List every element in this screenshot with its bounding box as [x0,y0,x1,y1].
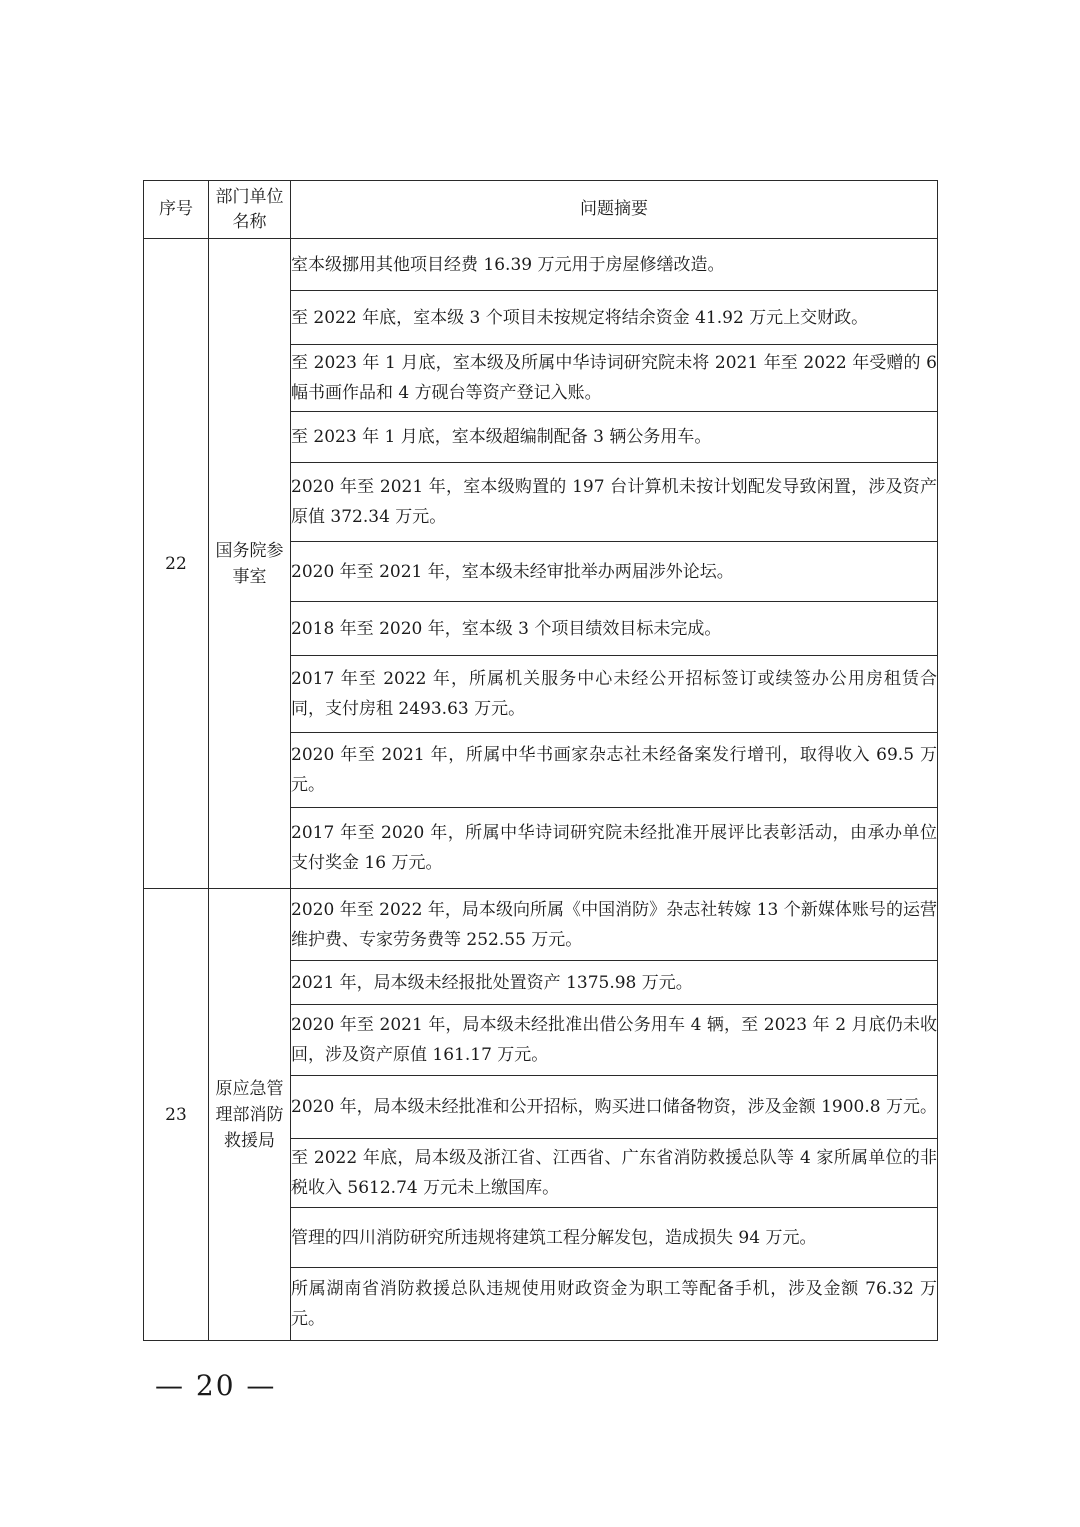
issue-cell: 所属湖南省消防救援总队违规使用财政资金为职工等配备手机，涉及金额 76.32 万元。 [291,1268,938,1341]
table-row [144,889,938,961]
issue-cell: 2020 年至 2021 年，局本级未经批准出借公务用车 4 辆，至 2023 年 2 月底仍未收回，涉及资产原值 161.17 万元。 [291,1005,938,1076]
dept-line: 原应急管 [215,1078,284,1099]
dept-line: 国务院参 [215,540,284,561]
table-header-row [144,181,938,239]
issue-cell: 2018 年至 2020 年，室本级 3 个项目绩效目标未完成。 [291,602,938,656]
dept-name-22 [209,239,291,889]
header-dept [209,181,291,239]
issue-cell: 2017 年至 2020 年，所属中华诗词研究院未经批准开展评比表彰活动，由承办单位支付奖金 16 万元。 [291,808,938,889]
issue-cell: 2020 年，局本级未经批准和公开招标，购买进口储备物资，涉及金额 1900.8 万元。 [291,1076,938,1139]
issue-cell: 2020 年至 2021 年，所属中华书画家杂志社未经备案发行增刊，取得收入 69.5 万元。 [291,733,938,808]
issue-cell: 2017 年至 2022 年，所属机关服务中心未经公开招标签订或续签办公用房租赁合同，支付房租 2493.63 万元。 [291,656,938,733]
dept-name-23 [209,889,291,1341]
header-index: 序号 [144,181,209,239]
table-row [144,239,938,291]
header-summary: 问题摘要 [291,181,938,239]
page-number: — 20 — [155,1369,277,1402]
dept-line: 救援局 [224,1130,275,1151]
issue-cell: 2020 年至 2021 年，室本级未经审批举办两届涉外论坛。 [291,542,938,602]
issue-cell: 至 2023 年 1 月底，室本级超编制配备 3 辆公务用车。 [291,412,938,463]
header-dept-line2: 名称 [232,211,267,232]
issue-cell: 至 2022 年底，室本级 3 个项目未按规定将结余资金 41.92 万元上交财政。 [291,291,938,345]
issue-cell: 2020 年至 2022 年，局本级向所属《中国消防》杂志社转嫁 13 个新媒体账号的运营维护费、专家劳务费等 252.55 万元。 [291,889,938,961]
issue-cell: 2020 年至 2021 年，室本级购置的 197 台计算机未按计划配发导致闲置，涉及资产原值 372.34 万元。 [291,463,938,542]
row-index-22: 22 [144,239,209,889]
audit-issues-table [143,180,938,1341]
issue-cell: 至 2023 年 1 月底，室本级及所属中华诗词研究院未将 2021 年至 2022 年受赠的 6 幅书画作品和 4 方砚台等资产登记入账。 [291,345,938,412]
issue-cell: 管理的四川消防研究所违规将建筑工程分解发包，造成损失 94 万元。 [291,1208,938,1268]
issue-cell: 至 2022 年底，局本级及浙江省、江西省、广东省消防救援总队等 4 家所属单位的非税收入 5612.74 万元未上缴国库。 [291,1139,938,1208]
dept-line: 理部消防 [215,1104,284,1125]
issue-cell: 2021 年，局本级未经报批处置资产 1375.98 万元。 [291,961,938,1005]
header-dept-line1: 部门单位 [215,186,284,207]
dept-line: 事室 [232,566,267,587]
row-index-23: 23 [144,889,209,1341]
issue-cell: 室本级挪用其他项目经费 16.39 万元用于房屋修缮改造。 [291,239,938,291]
